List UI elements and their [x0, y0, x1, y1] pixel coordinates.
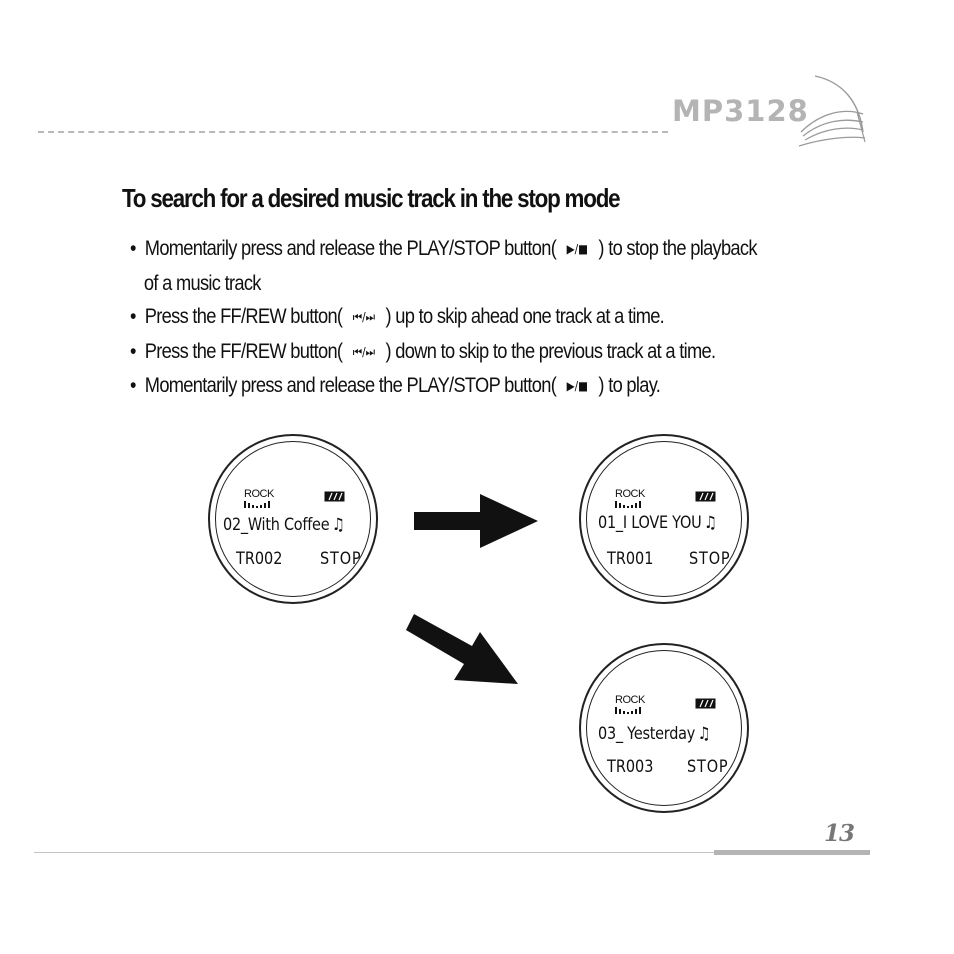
instruction-text: ) down to skip to the previous track at a time. — [385, 339, 716, 363]
music-note-icon: ♫ — [697, 724, 711, 744]
play-stop-icon: ▶/■ — [566, 242, 588, 256]
brand-logo-icon — [795, 72, 867, 150]
instruction-text: Press the FF/REW button( — [144, 339, 343, 363]
instruction-continuation: of a music track — [143, 271, 261, 295]
right-arrow-icon — [410, 490, 542, 552]
instruction-text: ) up to skip ahead one track at a time. — [385, 305, 665, 328]
instruction-item — [130, 232, 791, 300]
music-note-icon: ♫ — [703, 513, 717, 533]
music-note-icon: ♫ — [331, 515, 345, 535]
instruction-text: Momentarily press and release the PLAY/STOP button( — [144, 374, 557, 397]
track-number: TR001 — [607, 549, 654, 569]
header-divider — [38, 131, 668, 133]
down-right-arrow-icon — [402, 608, 524, 688]
playback-status: STOP — [320, 549, 362, 569]
track-title-text: 02_With Coffee — [223, 515, 330, 535]
instruction-text: Momentarily press and release the PLAY/STOP button( — [144, 237, 557, 260]
genre-label: ROCK — [615, 488, 645, 500]
track-title-text: 01_I LOVE YOU — [598, 513, 702, 533]
track-title — [598, 513, 717, 533]
genre-label: ROCK — [244, 488, 274, 500]
lcd-display-track-03 — [579, 643, 749, 813]
instruction-item — [130, 335, 791, 370]
footer-accent-bar — [714, 850, 870, 855]
equalizer-icon — [615, 707, 641, 714]
playback-status: STOP — [689, 549, 731, 569]
playback-status: STOP — [687, 757, 729, 777]
section-title: To search for a desired music track in the stop mode — [122, 183, 620, 213]
equalizer-icon — [615, 501, 641, 508]
play-stop-icon: ▶/■ — [566, 379, 588, 393]
ff-rew-icon: ⏮/⏭ — [352, 310, 376, 324]
track-title-text: 03_ Yesterday — [598, 724, 696, 744]
track-title — [223, 515, 345, 535]
bullet-dot: • — [130, 339, 136, 363]
track-title — [598, 724, 710, 744]
bullet-dot: • — [130, 305, 136, 328]
lcd-display-track-02 — [208, 434, 378, 604]
instruction-text: Press the FF/REW button( — [144, 305, 343, 328]
bullet-dot: • — [130, 374, 136, 397]
instruction-item — [130, 369, 791, 404]
bullet-dot: • — [130, 237, 136, 260]
lcd-display-track-01 — [579, 434, 749, 604]
track-number: TR002 — [236, 549, 283, 569]
genre-label: ROCK — [615, 694, 645, 706]
battery-icon — [324, 491, 346, 502]
model-name: MP3128 — [672, 94, 809, 128]
instruction-item — [130, 300, 791, 335]
instruction-list — [130, 232, 890, 404]
page-number: 13 — [824, 820, 855, 847]
battery-icon — [695, 698, 717, 709]
ff-rew-icon: ⏮/⏭ — [352, 344, 376, 359]
battery-icon — [695, 491, 717, 502]
track-number: TR003 — [607, 757, 654, 777]
equalizer-icon — [244, 501, 270, 508]
instruction-text: ) to stop the playback — [598, 237, 757, 260]
instruction-text: ) to play. — [598, 374, 661, 397]
